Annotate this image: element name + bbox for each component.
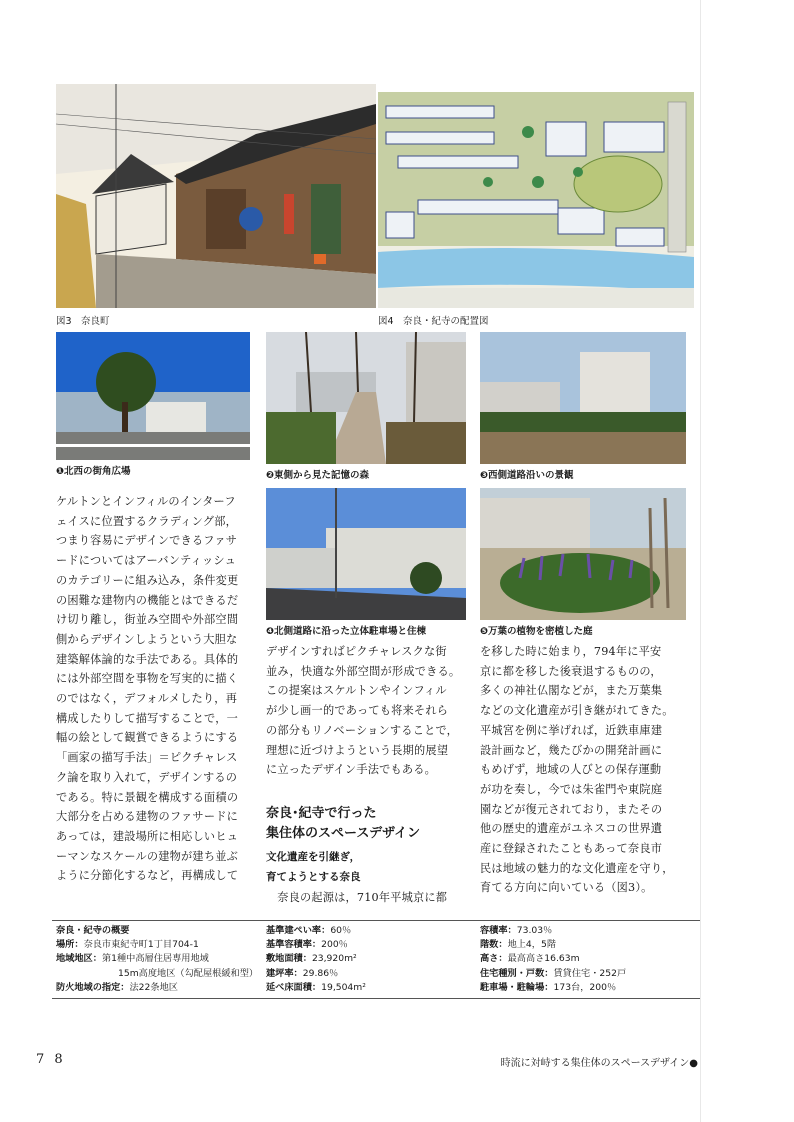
spec-value: 73.03％ bbox=[516, 925, 553, 936]
photo-3-caption: ❸西側道路沿いの景観 bbox=[480, 470, 574, 481]
text-line: ク論を取り入れて，デザインするの bbox=[56, 770, 238, 784]
specs-bottom-rule bbox=[52, 998, 700, 999]
subheading-line: 育てようとする奈良 bbox=[266, 870, 361, 883]
text-line: 園などが復元されており，またその bbox=[480, 802, 663, 816]
text-line: 構成したりして描写することで，一 bbox=[56, 711, 238, 725]
text-line: 設計画など，幾たびかの開発計画に bbox=[480, 743, 663, 757]
text-line: が功を奏し，今では朱雀門や東院庭 bbox=[480, 782, 663, 796]
spec-value: 23,920m² bbox=[311, 953, 357, 965]
spec-label: 容積率： bbox=[480, 925, 517, 936]
text-line: 他の歴史的遺産がユネスコの世界遺 bbox=[480, 822, 663, 836]
text-column-1 bbox=[56, 492, 238, 886]
spec-label: 敷地面積： bbox=[266, 953, 312, 965]
spec-value: 173台，200％ bbox=[553, 981, 617, 993]
spec-label: 防火地域の指定： bbox=[56, 981, 130, 993]
spec-label: 住宅種別・戸数： bbox=[480, 967, 554, 979]
text-line: 幅の絵として観賞できるようにする bbox=[56, 731, 239, 745]
text-line: この提案はスケルトンやインフィル bbox=[266, 684, 447, 698]
spec-label: 駐車場・駐輪場： bbox=[480, 981, 554, 993]
page-number: 7 8 bbox=[36, 1052, 66, 1067]
photo-1-caption: ❶北西の街角広場 bbox=[56, 466, 131, 477]
text-line: 平城宮を例に挙げれば，近鉄車庫建 bbox=[480, 723, 663, 737]
photo-1-image bbox=[56, 332, 250, 460]
naramachi-sketch-image bbox=[56, 84, 376, 308]
text-line: ードについてはアーバンティッシュ bbox=[56, 554, 236, 568]
photo-4-image bbox=[266, 488, 466, 620]
text-line: ェイスに位置するクラディング部， bbox=[56, 514, 237, 528]
spec-value: 法22条地区 bbox=[129, 981, 178, 993]
text-line: の困難な建物内の機能とはできるだ bbox=[56, 593, 239, 607]
text-line: つまり容易にデザインできるファサ bbox=[56, 534, 238, 548]
page-edge bbox=[700, 0, 701, 1122]
specs-column-1 bbox=[56, 924, 258, 995]
spec-label: 基準容積率： bbox=[266, 939, 322, 951]
spec-value: 最高高さ16.63m bbox=[507, 953, 580, 965]
text-line: 並み，快適な外部空間が形成できる。 bbox=[266, 664, 461, 678]
spec-label: 地域地区： bbox=[56, 953, 102, 965]
text-line: 京に都を移した後衰退するものの， bbox=[480, 664, 662, 678]
spec-value: 29.86％ bbox=[302, 967, 339, 979]
site-plan-image bbox=[378, 92, 694, 308]
text-line: を移した時に始まり，794年に平安 bbox=[480, 645, 662, 658]
spec-value: 15m高度地区（勾配屋根緩和型） bbox=[118, 967, 259, 979]
spec-label: 高さ： bbox=[480, 953, 508, 965]
spec-label: 建坪率： bbox=[266, 967, 303, 979]
spec-label: 奈良・紀寺の概要 bbox=[56, 925, 130, 936]
section-subheading bbox=[266, 848, 361, 887]
text-line: 大部分を占める建物のファサードに bbox=[56, 810, 238, 824]
spec-label: 場所： bbox=[56, 939, 84, 951]
text-line: のではなく，デフォルメしたり，再 bbox=[56, 692, 238, 706]
text-line: もめげず，地域の人びとの保存運動 bbox=[480, 763, 662, 777]
spec-value: 地上4，5階 bbox=[507, 939, 557, 951]
spec-value: 19,504m² bbox=[321, 981, 366, 993]
photo-5-caption: ❺万葉の植物を密植した庭 bbox=[480, 626, 593, 637]
text-line: 民は地域の魅力的な文化遺産を守り， bbox=[480, 861, 674, 875]
specs-top-rule bbox=[52, 920, 700, 921]
section-body-start bbox=[266, 888, 447, 908]
section-heading bbox=[266, 804, 420, 844]
text-line: デザインすればピクチャレスクな街 bbox=[266, 645, 447, 658]
photo-2-image bbox=[266, 332, 466, 464]
photo-5-image bbox=[480, 488, 686, 620]
text-column-3 bbox=[480, 642, 674, 898]
spec-value: 奈良市東紀寺町1丁目704-1 bbox=[83, 939, 199, 951]
text-line: 理想に近づけようという長期的展望 bbox=[266, 743, 449, 757]
text-line: には外部空間を事物を写実的に描く bbox=[56, 672, 239, 686]
spec-label: 基準建ぺい率： bbox=[266, 925, 331, 936]
text-line: のカテゴリーに組み込み，条件変更 bbox=[56, 573, 239, 587]
text-line: ケルトンとインフィルのインターフ bbox=[56, 495, 236, 508]
spec-label: 延べ床面積： bbox=[266, 981, 322, 993]
text-line: あっては，建設場所に相応しいヒュ bbox=[56, 829, 239, 843]
section-title-line: 集住体のスペースデザイン bbox=[266, 826, 421, 841]
spec-value: 60％ bbox=[330, 925, 352, 936]
figure-4-caption: 図4 奈良・紀寺の配置図 bbox=[378, 316, 489, 327]
text-line: ように分節化するなど，再構成して bbox=[56, 869, 239, 883]
text-column-2 bbox=[266, 642, 460, 780]
figure-3-caption: 図3 奈良町 bbox=[56, 316, 110, 327]
text-line: け切り離し，街並み空間や外部空間 bbox=[56, 613, 239, 627]
text-line: 建築解体論的な手法である。具体的 bbox=[56, 652, 239, 666]
text-line: が少し画一的であっても将来それら bbox=[266, 704, 449, 718]
text-line: である。特に景観を構成する面積の bbox=[56, 790, 239, 804]
spec-value: 第1種中高層住居専用地域 bbox=[101, 953, 209, 965]
photo-4-caption: ❹北側道路に沿った立体駐車場と住棟 bbox=[266, 626, 427, 637]
running-title: 時流に対峙する集住体のスペースデザイン● bbox=[500, 1058, 698, 1069]
spec-label: 階数： bbox=[480, 939, 508, 951]
photo-2-caption: ❷東側から見た記憶の森 bbox=[266, 470, 370, 481]
text-line: 産に登録されたこともあって奈良市 bbox=[480, 842, 663, 856]
text-line: 育てる方向に向いている（図3）。 bbox=[480, 881, 653, 895]
specs-column-2 bbox=[266, 924, 366, 995]
text-line: の部分もリノベーションすることで， bbox=[266, 723, 459, 737]
photo-3-image bbox=[480, 332, 686, 464]
text-line: 多くの神社仏閣などが，また万葉集 bbox=[480, 684, 663, 698]
text-line: に立ったデザイン手法でもある。 bbox=[266, 763, 437, 777]
text-line: 側からデザインしようという大胆な bbox=[56, 632, 238, 646]
text-line: ーマンなスケールの建物が建ち並ぶ bbox=[56, 849, 238, 863]
text-line: 「画家の描写手法」＝ピクチャレス bbox=[56, 751, 238, 765]
section-title-line: 奈良･紀寺で行った bbox=[266, 806, 377, 821]
spec-value: 賃貸住宅・252戸 bbox=[553, 967, 627, 979]
text-line: 奈良の起源は，710年平城京に都 bbox=[277, 891, 448, 904]
spec-value: 200％ bbox=[321, 939, 348, 951]
subheading-line: 文化遺産を引継ぎ， bbox=[266, 851, 361, 863]
specs-column-3 bbox=[480, 924, 626, 995]
text-line: などの文化遺産が引き継がれてきた。 bbox=[480, 704, 674, 718]
